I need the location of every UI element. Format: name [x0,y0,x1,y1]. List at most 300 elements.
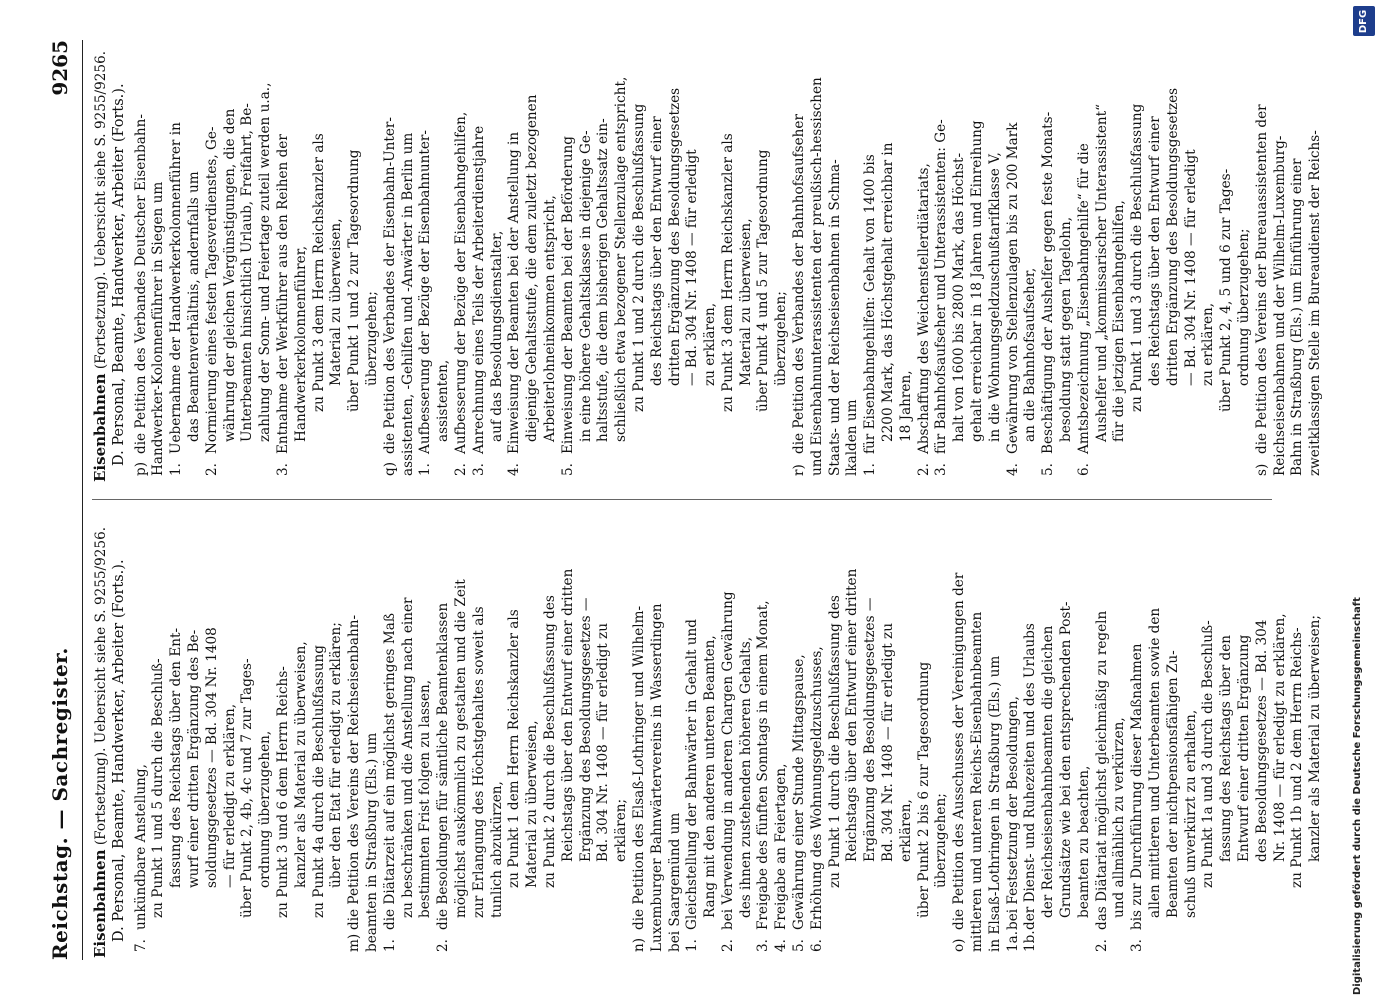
text-line [578,518,596,958]
text-line [613,518,631,958]
text-line [133,518,151,958]
line-text: mittleren und unteren Reichs-Eisenbahnbeamten [969,611,986,952]
text-line [809,518,827,958]
line-text: überzugehen; [933,793,950,888]
text-line [791,518,809,958]
text-line [239,42,257,482]
line-text: Abschaffung des Weichenstellerdiätariats, [915,163,932,454]
text-line [133,42,151,482]
text-line [560,518,578,958]
line-text: des Reichstags über den Entwurf einer [648,116,665,386]
text-line [631,42,649,482]
line-text: ordnung überzugehen; [1236,228,1252,386]
line-text: besoldung statt gegen Tagelohn, [1058,216,1075,442]
line-text: dritten Ergänzung des Besoldungsgesetzes [1164,87,1181,386]
right-column [91,42,1324,482]
section-title-cont: (Fortsetzung). Uebersicht siehe S. 9255/9256. [93,50,109,374]
line-text: die Petition des Ausschusses der Vereinigungen der [951,572,968,930]
text-line [1289,42,1307,482]
text-line [1129,42,1147,482]
item-label: 1. [684,939,701,952]
line-text: Unterbeamten hinsichtlich Urlaub, Freifahrt, Be- [239,103,256,442]
text-line [382,518,400,958]
item-label: n) [630,937,647,952]
line-text: Aushelfer und „kommissarischer Unterassistent“ [1093,103,1110,442]
line-text: ordnung überzugehen, [257,730,274,888]
text-line [951,42,969,482]
line-text: 18 Jahren, [897,370,914,442]
line-text: erklären; [613,798,630,862]
text-line [809,42,827,482]
text-line [969,42,987,482]
column-divider [92,499,1272,500]
text-line [1111,42,1129,482]
text-line [506,518,524,958]
item-label: 1a. [1004,930,1021,952]
text-line [738,518,756,958]
line-text: zweitklassigen Stelle im Bureaudienst der Reichs- [1307,130,1324,476]
text-line [1040,42,1058,482]
line-text: Bahn in Straßburg (Els.) um Einführung einer [1289,158,1306,476]
text-line [1022,518,1040,958]
item-label: o) [951,938,968,952]
line-text: Entwurf einer dritten Ergänzung [1236,634,1252,862]
text-line [684,42,702,482]
text-line [613,42,631,482]
text-line [987,518,1005,958]
text-line [417,42,435,482]
text-line [1272,42,1290,482]
line-text: und allmählich zu verkürzen, [1111,717,1128,918]
text-line [987,42,1005,482]
line-text: der Reichseisenbahnbeamten die gleichen [1040,625,1057,918]
line-text: zu Punkt 4a durch die Beschlußfassung [310,645,327,918]
line-text: Bd. 304 Nr. 1408 — für erledigt zu [880,623,897,862]
line-text: das Beamtenverhältnis, andernfalls um [185,171,202,442]
text-line [1200,42,1218,482]
line-text: die Petition des Verbandes der Eisenbahn-Unter- [381,117,398,454]
text-line [702,42,720,482]
text-line [311,518,329,958]
text-line [1272,518,1290,958]
line-text: und Eisenbahnunterassistenten der preußisch-hessischen [808,77,825,476]
line-text: Beamten der nichtpensionsfähigen Zu- [1164,650,1181,918]
line-text: über Punkt 2, 4b, 4c und 7 zur Tages- [239,658,256,918]
text-line [1218,518,1236,958]
line-text: des Reichstags über den Entwurf einer [1147,116,1164,386]
section-subtitle: D. Personal, Beamte, Handwerker, Arbeiter (Forts.). [110,559,127,942]
text-line [186,42,204,482]
line-text: Material zu überweisen, [524,720,541,888]
entry-list [133,42,1325,482]
line-text: 2200 Mark, das Höchstgehalt erreichbar in [880,142,897,442]
line-text: Grundsätze wie bei den entsprechenden Post- [1058,601,1075,918]
line-text: Gleichstellung der Bahnwärter in Gehalt und [684,619,701,930]
text-line [773,42,791,482]
line-text: überzugehen; [773,291,790,386]
line-text: diejenige Gehaltsstufe, die dem zuletzt bezogenen [524,94,541,442]
line-text: über Punkt 2 bis 6 zur Tagesordnung [915,661,932,918]
line-text: bei Saargemünd um [666,812,683,952]
text-line [542,42,560,482]
item-label: 2. [435,939,452,952]
text-line [595,42,613,482]
text-line [1058,518,1076,958]
page-number: 9265 [48,40,72,96]
text-line [667,518,685,958]
section-heading [92,42,111,482]
line-text: der Dienst- und Ruhezeiten und des Urlaubs [1022,623,1039,930]
text-line [862,42,880,482]
item-label: 2. [1093,939,1110,952]
text-line [364,42,382,482]
line-text: Arbeiterlohneinkommen entspricht, [541,195,558,442]
text-line [204,518,222,958]
text-line [542,518,560,958]
item-label: 5. [559,463,576,476]
text-line [844,518,862,958]
text-line [578,42,596,482]
item-label: 4. [773,939,790,952]
line-text: zu Punkt 3 dem Herrn Reichskanzler als [719,133,736,412]
text-line [1022,42,1040,482]
line-text: Reichseisenbahnen und der Wilhelm-Luxemburg- [1271,135,1288,476]
line-text: die Petition des Elsaß-Lothringer und Wilhelm- [630,605,647,930]
text-line [755,518,773,958]
line-text: des ihnen zustehenden höheren Gehalts, [737,636,754,918]
line-text: zahlung der Sonn- und Feiertage zuteil werden u.a., [257,82,274,442]
item-label: 3. [470,463,487,476]
line-text: dritten Ergänzung des Besoldungsgesetzes [666,87,683,386]
text-line [1129,518,1147,958]
line-text: schließlich etwa bezogener Stellenzulage entspricht, [613,76,630,442]
line-text: möglichst auskömmlich zu gestalten und die Zeit [452,579,469,918]
line-text: für Bahnhofsaufseher und Unterassistenten: Ge- [933,119,950,454]
text-line [898,518,916,958]
line-text: Beschäftigung der Aushelfer gegen feste Monats- [1040,111,1057,454]
line-text: die Besoldungen für sämtliche Beamtenklassen [435,602,452,930]
text-line [1307,42,1325,482]
text-line [862,518,880,958]
item-label: 3. [933,463,950,476]
line-text: Einweisung der Beamten bei der Anstellung in [506,131,523,454]
line-text: Ergänzung des Besoldungsgesetzes — [862,597,879,862]
item-label: 1. [862,463,879,476]
line-text: halt von 1600 bis 2800 Mark, das Höchst- [951,152,968,442]
line-text: in Elsaß-Lothringen in Straßburg (Els.) um [986,655,1003,952]
line-text: zu Punkt 1 und 5 durch die Beschluß- [150,658,167,918]
text-line [827,518,845,958]
text-line [560,42,578,482]
section-title: Eisenbahnen [91,849,109,958]
text-line [1254,42,1272,482]
text-line [1307,518,1325,958]
line-text: Gewährung von Stellenzulagen bis zu 200 Mark [1004,122,1021,454]
text-line [933,518,951,958]
line-text: allen mittleren und Unterbeamten sowie den [1147,607,1164,918]
running-header: Reichstag. — Sachregister. [48,647,72,960]
text-line [1147,518,1165,958]
line-text: zu Punkt 3 dem Herrn Reichskanzler als [310,133,327,412]
line-text: — für erledigt zu erklären, [221,703,238,888]
line-text: in eine höhere Gehaltsklasse in diejenige Ge- [577,130,594,442]
line-text: fassung des Reichstags über den [1218,634,1235,862]
line-text: zu erklären, [702,302,719,386]
dfg-logo-text: DFG [1358,9,1370,33]
text-line [328,42,346,482]
item-label: 1. [381,939,398,952]
text-line [1183,42,1201,482]
text-line [827,42,845,482]
item-label: 2. [915,463,932,476]
text-line [239,518,257,958]
section-heading [92,518,111,958]
text-line [168,42,186,482]
text-line [649,42,667,482]
line-text: fassung des Reichstags über den Ent- [168,627,185,888]
text-line [1058,42,1076,482]
text-line [471,42,489,482]
line-text: die Petition des Verbandes Deutscher Eisenbahn- [132,114,149,454]
text-line [916,518,934,958]
text-line [400,42,418,482]
line-text: für Eisenbahngehilfen: Gehalt von 1400 bis [862,154,879,454]
line-text: die Petition des Vereins der Reichseisenbahn- [346,614,363,930]
text-line [222,42,240,482]
line-text: Aufbesserung der Bezüge der Eisenbahngehilfen, [452,111,469,454]
text-line [257,518,275,958]
text-line [1218,42,1236,482]
text-line [951,518,969,958]
text-line [453,518,471,958]
item-label: 3. [1129,939,1146,952]
line-text: Uebernahme der Handwerkerkolonnenführer in [168,122,185,454]
line-text: die Petition des Vereins der Bureauassistenten der [1253,104,1270,454]
line-text: beamten zu beachten, [1075,765,1092,918]
item-label: 1b. [1022,930,1039,952]
text-line [1165,42,1183,482]
line-text: Nr. 1408 — für erledigt zu erklären, [1271,613,1288,862]
line-text: zu Punkt 1b und 2 dem Herrn Reichs- [1289,627,1306,888]
line-text: kanzler als Material zu überweisen, [292,641,309,888]
line-text: Freigabe an Feiertagen, [773,763,790,930]
text-line [293,518,311,958]
line-text: — Bd. 304 Nr. 1408 — für erledigt [684,149,701,386]
line-text: Handwerker-Kolonnenführer in Siegen um [150,181,167,476]
line-text: tunlich abzukürzen, [488,781,505,918]
line-text: Material zu überweisen, [328,218,345,386]
item-label: 1. [417,463,434,476]
text-line [649,518,667,958]
text-line [1254,518,1272,958]
line-text: bei Festsetzung der Besoldungen, [1004,696,1021,930]
line-text: haltsstufe, die dem bisherigen Gehaltssatz ein- [595,118,612,442]
text-line [880,518,898,958]
text-line [702,518,720,958]
line-text: Bd. 304 Nr. 1408 — für erledigt zu [595,623,612,862]
text-line [400,518,418,958]
line-text: lkalden um [844,399,861,476]
text-line [844,42,862,482]
text-line [1005,518,1023,958]
text-line [257,42,275,482]
line-text: Material zu überweisen, [737,218,754,386]
line-text: erklären, [897,799,914,862]
line-text: zu Punkt 2 durch die Beschlußfassung des [541,595,558,888]
item-label: q) [381,461,398,476]
text-line [435,518,453,958]
text-line [720,42,738,482]
item-label: m) [346,933,363,952]
text-line [595,518,613,958]
item-label: 3. [755,939,772,952]
item-label: 5. [1040,463,1057,476]
item-label: s) [1253,463,1270,476]
line-text: unkündbare Anstellung, [132,764,149,930]
text-line [738,42,756,482]
section-subtitle: D. Personal, Beamte, Handwerker, Arbeiter (Forts.). [110,83,127,466]
line-text: assistenten, [435,359,452,442]
entry-list [133,518,1325,958]
funding-credit: Digitalisierung gefördert durch die Deutsche Forschungsgemeinschaft [1352,597,1363,995]
line-text: Staats- und der Reichseisenbahnen in Schma- [826,159,843,476]
text-line [524,42,542,482]
header-rule [82,40,83,960]
line-text: die Petition des Verbandes der Bahnhofsaufseher [791,114,808,454]
text-line [880,42,898,482]
item-label: r) [791,464,808,476]
item-label: 7. [132,939,149,952]
line-text: Einweisung der Beamten bei der Beförderung [559,136,576,454]
line-text: zu Punkt 3 und 6 dem Herrn Reichs- [274,666,291,918]
text-line [150,518,168,958]
text-line [1289,518,1307,958]
text-line [1094,518,1112,958]
line-text: zu Punkt 1a und 3 durch die Beschluß- [1200,620,1217,888]
text-line [1076,518,1094,958]
text-line [898,42,916,482]
line-text: Aufbesserung der Bezüge der Eisenbahnunter- [417,130,434,454]
text-line [791,42,809,482]
line-text: bis zur Durchführung dieser Maßnahmen [1129,643,1146,930]
line-text: Luxemburger Bahnwärtervereins in Wasserdingen [648,603,665,952]
text-line [773,518,791,958]
line-text: des Besoldungsgesetzes — Bd. 304 [1253,619,1270,862]
text-line [346,518,364,958]
line-text: gehalt erreichbar in 18 Jahren und Einreihung [969,120,986,442]
line-text: die Diätarzeit auf ein möglichst geringes Maß [381,613,398,930]
header-center [48,420,76,560]
line-text: zu Punkt 1 dem Herrn Reichskanzler als [506,609,523,888]
item-label: 5. [791,939,808,952]
text-line [631,518,649,958]
line-text: assistenten, -Gehilfen und -Anwärter in Berlin um [399,132,416,476]
text-line [382,42,400,482]
line-text: schuß unverkürzt zu erhalten, [1182,709,1199,918]
line-text: bestimmten Frist folgen zu lassen, [417,679,434,918]
line-text: Reichstags über den Entwurf einer dritten [559,568,576,862]
text-line [204,42,222,482]
text-line [1111,518,1129,958]
text-line [364,518,382,958]
line-text: Erhöhung des Wohnungsgeldzuschusses, [808,646,825,930]
text-line [168,518,186,958]
dfg-logo [1353,6,1375,36]
left-column [91,518,1324,958]
line-text: Handwerkerkolonnenführer, [292,245,309,442]
text-line [720,518,738,958]
line-text: kanzler als Material zu überweisen; [1307,615,1324,862]
item-label: 4. [1004,463,1021,476]
line-text: Normierung eines festen Tagesverdienstes, Ge- [203,126,220,454]
text-line [1005,42,1023,482]
line-text: Entnahme der Werkführer aus den Reihen der [274,134,291,454]
text-line [969,518,987,958]
line-text: Gewährung einer Stunde Mittagspause, [791,654,808,930]
line-text: — Bd. 304 Nr. 1408 — für erledigt [1182,149,1199,386]
line-text: über Punkt 1 und 2 zur Tagesordnung [346,149,363,412]
text-line [1094,42,1112,482]
text-line [311,42,329,482]
section-title-cont: (Fortsetzung). Uebersicht siehe S. 9255/9256. [93,526,109,850]
item-label: 2. [719,939,736,952]
line-text: beamten in Straßburg (Els.) um [363,732,380,952]
text-line [346,42,364,482]
text-line [1076,42,1094,482]
text-line [275,518,293,958]
text-line [453,42,471,482]
line-text: auf das Besoldungsdienstalter, [488,230,505,442]
line-text: Amtsbezeichnung „Eisenbahngehilfe“ für die [1075,143,1092,454]
line-text: zu Punkt 1 durch die Beschlußfassung des [826,595,843,888]
item-label: 1. [168,463,185,476]
line-text: soldungsgesetzes — Bd. 304 Nr. 1408 [203,627,220,888]
text-line [755,42,773,482]
text-line [1165,518,1183,958]
text-line [275,42,293,482]
text-line [1200,518,1218,958]
text-line [684,518,702,958]
text-line [471,518,489,958]
section-title: Eisenbahnen [91,373,109,482]
text-line [933,42,951,482]
line-text: überzugehen; [363,291,380,386]
text-line [222,518,240,958]
line-text: wurf einer dritten Ergänzung des Be- [185,629,202,888]
line-text: Anrechnung eines Teils der Arbeiterdienstjahre [470,125,487,454]
line-text: Reichstags über den Entwurf einer dritten [844,568,861,862]
item-label: 2. [203,463,220,476]
item-label: 4. [506,463,523,476]
text-line [524,518,542,958]
item-label: 6. [1075,463,1092,476]
item-label: p) [132,461,149,476]
text-line [1236,518,1254,958]
line-text: über den Etat für erledigt zu erklären; [328,622,345,888]
line-text: über Punkt 2, 4, 5 und 6 zur Tages- [1218,168,1235,412]
text-line [328,518,346,958]
text-line [150,42,168,482]
text-line [1183,518,1201,958]
item-label: 2. [452,463,469,476]
item-label: 6. [808,939,825,952]
line-text: zu Punkt 1 und 3 durch die Beschlußfassung [1129,103,1146,412]
line-text: über Punkt 4 und 5 zur Tagesordnung [755,149,772,412]
text-line [506,42,524,482]
text-line [1040,518,1058,958]
line-text: Ergänzung des Besoldungsgesetzes — [577,597,594,862]
text-line [293,42,311,482]
